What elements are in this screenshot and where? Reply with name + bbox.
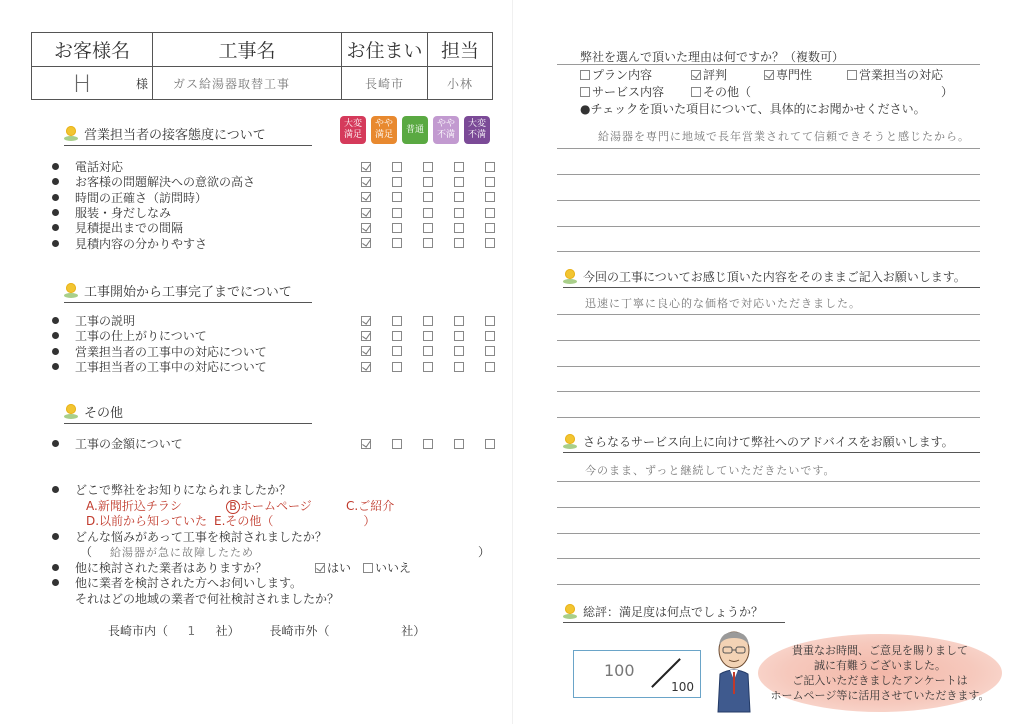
checkbox[interactable] [423, 192, 433, 202]
checkbox[interactable] [423, 362, 433, 372]
checkbox[interactable] [454, 177, 464, 187]
reasons-question: 弊社を選んで頂いた理由は何ですか？（複数可） [580, 50, 845, 64]
concern-answer: 給湯器が急に故障したため [110, 545, 255, 559]
option-b-circle: B [226, 500, 240, 514]
rule-line [557, 481, 980, 482]
checkbox[interactable] [361, 208, 371, 218]
bullet-icon [52, 579, 59, 586]
checkbox[interactable] [361, 162, 371, 172]
rule-line [557, 558, 980, 559]
checkbox[interactable] [764, 70, 774, 80]
rule-line [557, 507, 980, 508]
additional-questions: どこで弊社をお知りになられましたか？ A.新聞折込チラシ B ホームページ C.ご紹介 D.以前から知っていた E.その他（ ） どんな悩みがあって工事を検討されましたか？ （ 給湯器が急に故障したため ） 他に検討された業者はありますか？ はい いいえ 他に業者を検討された方へお伺いします。 それはどの地域の業者で何社検討されましたか？ [50, 482, 500, 606]
checkbox[interactable] [454, 192, 464, 202]
checkbox[interactable] [392, 316, 402, 326]
advice-answer: 今のまま、ずっと継続していただきたいです。 [585, 464, 836, 477]
customer-name: H [72, 69, 92, 98]
option-d[interactable]: D.以前から知っていた [86, 514, 208, 529]
construction-ratings [50, 313, 495, 374]
checkbox[interactable] [847, 70, 857, 80]
reason-plan[interactable]: プラン内容 [580, 66, 691, 83]
concern-question: どんな悩みがあって工事を検討されましたか？ [75, 529, 327, 544]
vendor-detail-line1: 他に業者を検討された方へお伺いします。 [75, 576, 303, 591]
bullet-icon [52, 317, 59, 324]
bullet-icon [52, 564, 59, 571]
section-header-impression: 今回の工事についてお感じ頂いた内容をそのままご記入お願いします。 [563, 268, 980, 288]
rating-row: 工事担当者の工事中の対応について [50, 359, 495, 374]
col-header-work: 工事名 [218, 40, 276, 62]
checkbox[interactable] [423, 208, 433, 218]
rating-row: 工事の説明 [50, 313, 495, 328]
checkbox[interactable] [485, 208, 495, 218]
checkbox[interactable] [454, 316, 464, 326]
page-fold [512, 0, 513, 724]
checkbox[interactable] [485, 439, 495, 449]
bullet-icon [52, 332, 59, 339]
checkbox[interactable] [361, 177, 371, 187]
checkbox[interactable] [361, 439, 371, 449]
impression-answer: 迅速に丁寧に良心的な価格で対応いただきました。 [585, 297, 861, 310]
rating-row: 服装・身だしなみ [50, 205, 495, 220]
badge-neutral: 普通 [402, 116, 428, 144]
reason-other[interactable]: その他（ [691, 83, 941, 100]
checkbox[interactable] [485, 331, 495, 341]
score-box[interactable] [573, 650, 701, 698]
checkbox[interactable] [580, 87, 590, 97]
checkbox[interactable] [423, 238, 433, 248]
no-option[interactable]: いいえ [363, 559, 411, 576]
customer-info-table [31, 32, 493, 100]
rule-line [557, 417, 980, 418]
checkbox[interactable] [361, 223, 371, 233]
rule-line [557, 391, 980, 392]
bullet-icon [52, 209, 59, 216]
rule-line [557, 200, 980, 201]
checkbox[interactable] [485, 162, 495, 172]
bullet-icon [52, 486, 59, 493]
section-header-overall: 総評：満足度は何点でしょうか？ [563, 603, 785, 623]
checkbox[interactable] [454, 439, 464, 449]
checkbox[interactable] [423, 223, 433, 233]
flower-icon [563, 269, 577, 285]
checkbox[interactable] [485, 316, 495, 326]
rule-line [557, 64, 980, 65]
bullet-icon [52, 194, 59, 201]
flower-icon [64, 404, 78, 420]
flower-icon [64, 126, 78, 142]
rating-row: 工事の金額について [50, 436, 495, 451]
checkbox[interactable] [392, 346, 402, 356]
reason-reputation[interactable]: 評判 [691, 66, 764, 83]
rule-line [557, 366, 980, 367]
checkbox[interactable] [580, 70, 590, 80]
inside-count: 1 [187, 624, 197, 638]
checkbox[interactable] [392, 177, 402, 187]
rule-line [557, 251, 980, 252]
checkbox[interactable] [392, 223, 402, 233]
rule-line [557, 340, 980, 341]
checkbox[interactable] [392, 208, 402, 218]
badge-somewhat-satisfied: やや 満足 [371, 116, 397, 144]
rating-row: 電話対応 [50, 159, 495, 174]
checkbox[interactable] [361, 331, 371, 341]
score-max: 100 [671, 680, 694, 694]
reason-service[interactable]: サービス内容 [580, 83, 691, 100]
rule-line [557, 226, 980, 227]
reason-expertise[interactable]: 専門性 [764, 66, 847, 83]
other-vendors-question: 他に検討された業者はありますか？ [75, 560, 268, 575]
checkbox[interactable] [454, 238, 464, 248]
bullet-icon [52, 348, 59, 355]
badge-very-satisfied: 大変 満足 [340, 116, 366, 144]
residence: 長崎市 [364, 77, 404, 91]
rule-line [557, 148, 980, 149]
checkbox[interactable] [485, 192, 495, 202]
checkbox[interactable] [361, 362, 371, 372]
checkbox[interactable] [392, 162, 402, 172]
checkbox[interactable] [361, 346, 371, 356]
checkbox[interactable] [361, 238, 371, 248]
checkbox[interactable] [485, 238, 495, 248]
yes-option[interactable]: はい [315, 559, 351, 576]
yes-checkbox[interactable] [315, 563, 325, 573]
option-a[interactable]: A.新聞折込チラシ [86, 498, 182, 513]
bullet-icon [52, 363, 59, 370]
rating-scale-legend [340, 116, 490, 144]
section-header-sales-attitude: 営業担当者の接客態度について [64, 124, 312, 146]
bullet-icon [52, 533, 59, 540]
work-name: ガス給湯器取替工事 [173, 77, 291, 91]
bullet-icon [52, 440, 59, 447]
checkbox[interactable] [423, 162, 433, 172]
rating-row: 時間の正確さ（訪問時） [50, 190, 495, 205]
sales-attitude-ratings [50, 159, 495, 251]
col-header-staff: 担当 [440, 40, 479, 62]
rule-line [557, 174, 980, 175]
checkbox[interactable] [392, 439, 402, 449]
checkbox[interactable] [392, 331, 402, 341]
rating-row: 営業担当者の工事中の対応について [50, 344, 495, 359]
option-c[interactable]: C.ご紹介 [346, 498, 395, 513]
vendor-detail-line2: それはどの地域の業者で何社検討されましたか？ [75, 591, 340, 606]
no-checkbox[interactable] [363, 563, 373, 573]
checkbox[interactable] [454, 162, 464, 172]
checkbox[interactable] [454, 362, 464, 372]
option-e[interactable]: E.その他（ [214, 514, 274, 529]
checkbox[interactable] [485, 362, 495, 372]
thank-you-bubble: 貴重なお時間、ご意見を賜りまして 誠に有難うございました。 ご記入いただきましたアンケートは ホームページ等に活用させていただきます。 [758, 634, 1002, 712]
checkbox[interactable] [691, 87, 701, 97]
rule-line [557, 584, 980, 585]
checkbox[interactable] [485, 223, 495, 233]
checkbox[interactable] [485, 346, 495, 356]
bullet-icon [52, 178, 59, 185]
checkbox[interactable] [454, 346, 464, 356]
reasons-options: プラン内容 評判 専門性 営業担当の対応 サービス内容 その他（ ） ●チェックを頂いた項目について、具体的にお聞かせください。 [580, 66, 980, 117]
badge-very-dissatisfied: 大変 不満 [464, 116, 490, 144]
checkbox[interactable] [454, 223, 464, 233]
staff-name: 小林 [446, 77, 473, 91]
reason-sales-response[interactable]: 営業担当の対応 [847, 66, 943, 83]
col-header-residence: お住まい [346, 40, 423, 62]
badge-somewhat-dissatisfied: やや 不満 [433, 116, 459, 144]
rule-line [557, 314, 980, 315]
checkbox[interactable] [392, 362, 402, 372]
flower-icon [563, 604, 577, 620]
checkbox[interactable] [454, 208, 464, 218]
bullet-icon [52, 224, 59, 231]
score-value: 100 [604, 661, 635, 680]
rating-row: 見積提出までの間隔 [50, 220, 495, 235]
section-header-other: その他 [64, 402, 312, 424]
option-b[interactable]: B ホームページ [226, 497, 326, 514]
bullet-icon [52, 240, 59, 247]
rating-row: 工事の仕上がりについて [50, 328, 495, 343]
col-header-customer: お客様名 [53, 40, 130, 62]
reasons-detail-prompt: ●チェックを頂いた項目について、具体的にお聞かせください。 [580, 102, 926, 116]
rule-line [557, 533, 980, 534]
checkbox[interactable] [361, 316, 371, 326]
section-header-advice: さらなるサービス向上に向けて弊社へのアドバイスをお願いします。 [563, 433, 980, 453]
reasons-detail-answer: 給湯器を専門に地域で長年営業されてて信頼できそうと感じたから。 [598, 130, 970, 143]
checkbox[interactable] [392, 238, 402, 248]
rating-row: 見積内容の分かりやすさ [50, 235, 495, 250]
honorific: 様 [135, 77, 148, 91]
rating-row: お客様の問題解決への意欲の高さ [50, 174, 495, 189]
checkbox[interactable] [423, 316, 433, 326]
checkbox[interactable] [361, 192, 371, 202]
bullet-icon [52, 163, 59, 170]
flower-icon [64, 283, 78, 299]
checkbox[interactable] [423, 177, 433, 187]
checkbox[interactable] [454, 331, 464, 341]
vendor-count-row: 長崎市内（ 1 社） 長崎市外（ 社） [108, 624, 426, 638]
checkbox[interactable] [691, 70, 701, 80]
checkbox[interactable] [392, 192, 402, 202]
staff-illustration [710, 628, 758, 713]
checkbox[interactable] [485, 177, 495, 187]
checkbox[interactable] [423, 439, 433, 449]
how-found-question: どこで弊社をお知りになられましたか？ [75, 483, 292, 498]
other-ratings [50, 436, 495, 451]
checkbox[interactable] [423, 331, 433, 341]
checkbox[interactable] [423, 346, 433, 356]
flower-icon [563, 434, 577, 450]
section-header-construction: 工事開始から工事完了までについて [64, 281, 312, 303]
